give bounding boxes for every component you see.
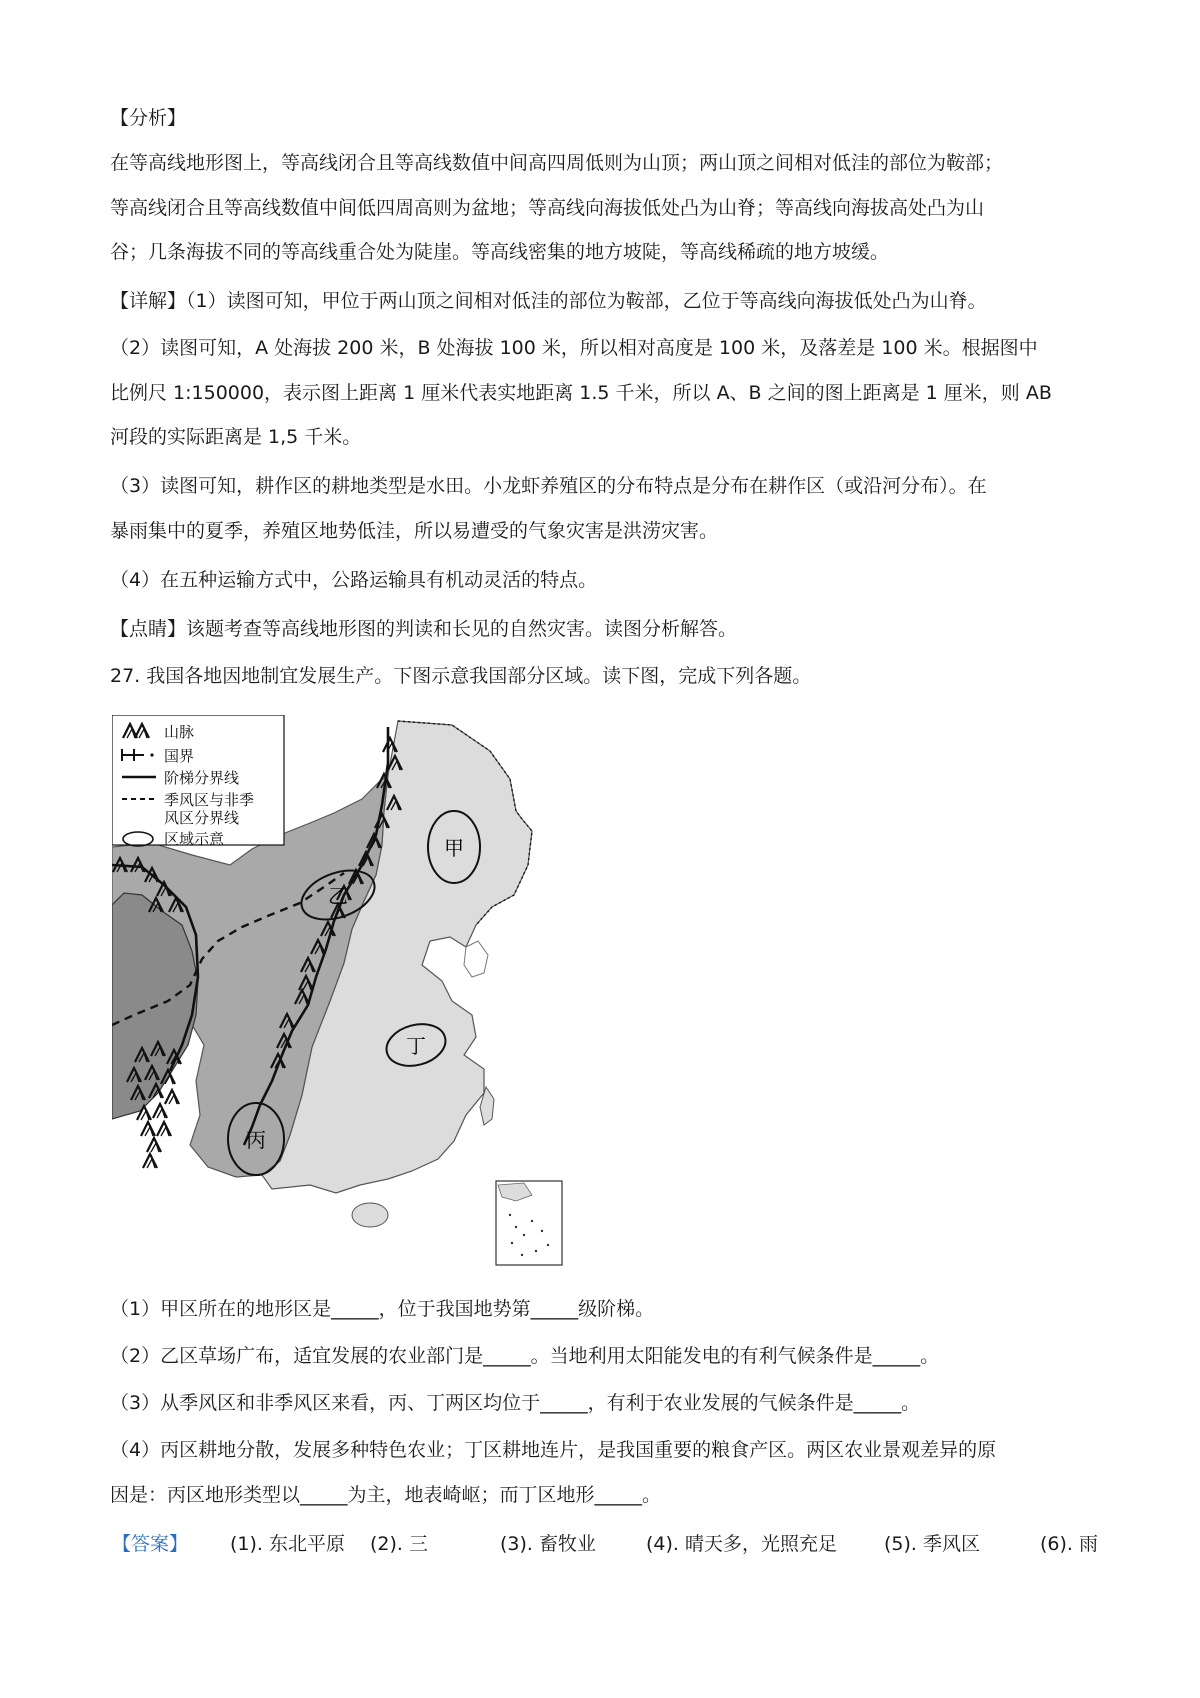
answer-item: (4). 晴天多，光照充足 (646, 1533, 837, 1555)
legend-monsoon-boundary-2: 风区分界线 (164, 809, 240, 827)
analysis-heading: 【分析】 (110, 107, 187, 129)
region-label-jia: 甲 (444, 836, 464, 860)
answer-label: 【答案】 (112, 1533, 189, 1555)
legend-monsoon-boundary: 季风区与非季 (164, 791, 255, 809)
legend-step-boundary: 阶梯分界线 (164, 769, 240, 787)
detail-line: （4）在五种运输方式中，公路运输具有机动灵活的特点。 (110, 569, 598, 591)
region-label-ding: 丁 (406, 1034, 426, 1058)
detail-line: （2）读图可知，A 处海拔 200 米，B 处海拔 100 米，所以相对高度是 100 米，及落差是 100 米。根据图中 (110, 337, 1038, 359)
sub-question: （3）从季风区和非季风区来看，丙、丁两区均位于_____，有利于农业发展的气候条件是_____。 (110, 1392, 921, 1414)
sub-question: 因是：丙区地形类型以_____为主，地表崎岖；而丁区地形_____。 (110, 1484, 662, 1506)
legend-region: 区域示意 (164, 830, 225, 848)
analysis-line: 在等高线地形图上，等高线闭合且等高线数值中间高四周低则为山顶；两山顶之间相对低洼的部位为鞍部； (110, 152, 1004, 174)
analysis-line: 谷；几条海拔不同的等高线重合处为陡崖。等高线密集的地方坡陡，等高线稀疏的地方坡缓。 (110, 241, 890, 263)
analysis-line: 等高线闭合且等高线数值中间低四周高则为盆地；等高线向海拔低处凸为山脊；等高线向海拔高处凸为山 (110, 197, 985, 219)
region-label-yi: 乙 (328, 884, 348, 908)
key-point-line: 【点睛】该题考查等高线地形图的判读和长见的自然灾害。读图分析解答。 (110, 618, 738, 640)
question-stem: 27. 我国各地因地制宜发展生产。下图示意我国部分区域。读下图，完成下列各题。 (110, 665, 812, 687)
answer-row (0, 1532, 1200, 1562)
answer-item: (1). 东北平原 (230, 1533, 345, 1555)
sub-question: （4）丙区耕地分散，发展多种特色农业；丁区耕地连片，是我国重要的粮食产区。两区农业景观差异的原 (110, 1439, 997, 1461)
sub-question: （2）乙区草场广布，适宜发展的农业部门是_____。当地利用太阳能发电的有利气候条件是_____。 (110, 1345, 940, 1367)
detail-line: 比例尺 1:150000，表示图上距离 1 厘米代表实地距离 1.5 千米，所以 A、B 之间的图上距离是 1 厘米，则 AB (110, 382, 1052, 404)
answer-item: (3). 畜牧业 (500, 1533, 596, 1555)
detail-line: 暴雨集中的夏季，养殖区地势低洼，所以易遭受的气象灾害是洪涝灾害。 (110, 520, 719, 542)
answer-item: (6). 雨 (1040, 1533, 1098, 1555)
legend-mountain: 山脉 (164, 723, 195, 741)
sub-question: （1）甲区所在的地形区是_____，位于我国地势第_____级阶梯。 (110, 1298, 655, 1320)
answer-item: (5). 季风区 (884, 1533, 980, 1555)
detail-line: 河段的实际距离是 1,5 千米。 (110, 426, 362, 448)
legend-border: 国界 (164, 747, 195, 765)
detail-line: 【详解】（1）读图可知，甲位于两山顶之间相对低洼的部位为鞍部，乙位于等高线向海拔低处凸为山脊。 (110, 290, 987, 312)
china-region-map (112, 715, 570, 1271)
detail-line: （3）读图可知，耕作区的耕地类型是水田。小龙虾养殖区的分布特点是分布在耕作区（或沿河分布）。在 (110, 475, 987, 497)
region-label-bing: 丙 (246, 1128, 266, 1152)
answer-item: (2). 三 (370, 1533, 428, 1555)
